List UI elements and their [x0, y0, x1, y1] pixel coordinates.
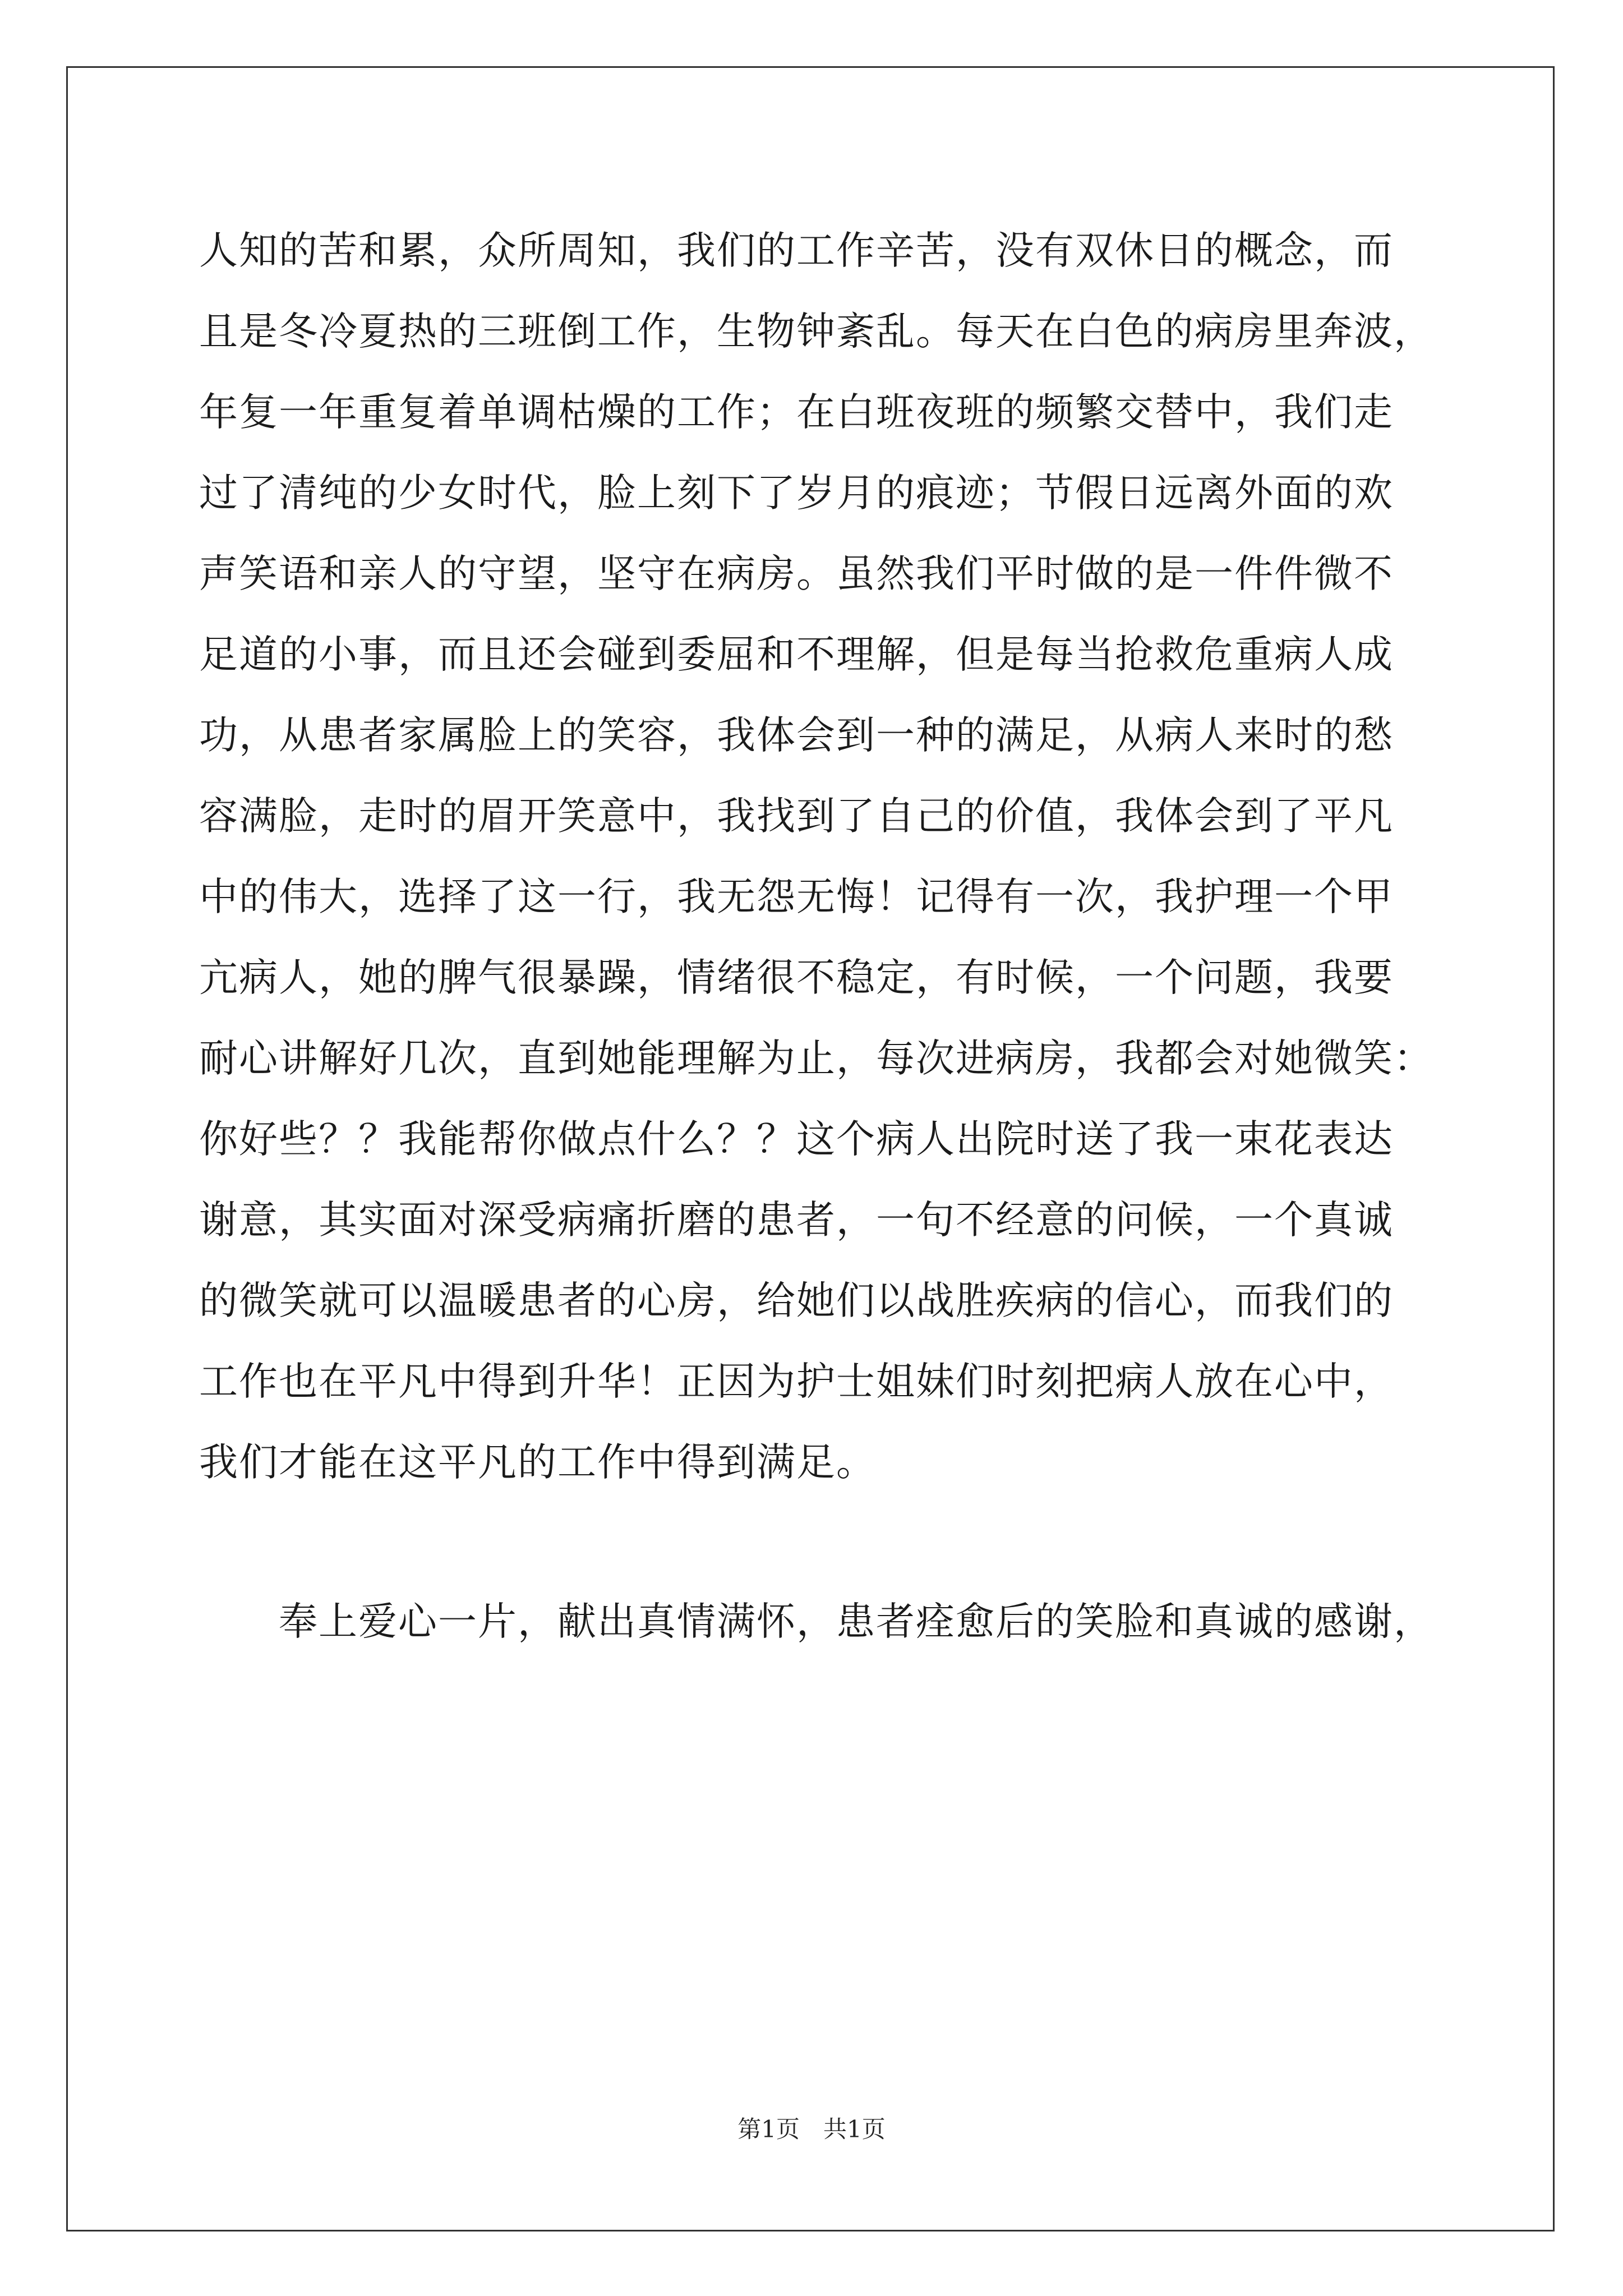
paragraph-2-first-line: 奉上爱心一片，献出真情满怀，患者痊愈后的笑脸和真诚的感谢， — [279, 1599, 1433, 1644]
text-line: 工作也在平凡中得到升华！正因为护士姐妹们时刻把病人放在心中， — [199, 1359, 1394, 1404]
text-line: 功，从患者家属脸上的笑容，我体会到一种的满足，从病人来时的愁 — [199, 713, 1394, 758]
text-line: 谢意，其实面对深受病痛折磨的患者，一句不经意的问候，一个真诚 — [199, 1198, 1394, 1243]
document-body — [199, 210, 1433, 1662]
text-line: 容满脸，走时的眉开笑意中，我找到了自己的价值，我体会到了平凡 — [199, 794, 1394, 839]
text-line: 声笑语和亲人的守望，坚守在病房。虽然我们平时做的是一件件微不 — [199, 551, 1394, 596]
page-number-footer: 第1页 共1页 — [737, 2115, 886, 2143]
text-line: 我们才能在这平凡的工作中得到满足。 — [199, 1440, 876, 1485]
text-line: 人知的苦和累，众所周知，我们的工作辛苦，没有双休日的概念，而 — [199, 228, 1394, 273]
text-line: 过了清纯的少女时代，脸上刻下了岁月的痕迹；节假日远离外面的欢 — [199, 471, 1394, 516]
text-line: 中的伟大，选择了这一行，我无怨无悔！记得有一次，我护理一个甲 — [199, 875, 1394, 919]
text-line: 年复一年重复着单调枯燥的工作；在白班夜班的频繁交替中，我们走 — [199, 390, 1394, 435]
text-line: 的微笑就可以温暖患者的心房，给她们以战胜疾病的信心，而我们的 — [199, 1278, 1394, 1323]
text-line: 你好些？？我能帮你做点什么？？这个病人出院时送了我一束花表达 — [199, 1117, 1394, 1162]
text-line: 足道的小事，而且还会碰到委屈和不理解，但是每当抢救危重病人成 — [199, 632, 1394, 677]
text-line: 且是冬冷夏热的三班倒工作，生物钟紊乱。每天在白色的病房里奔波， — [199, 309, 1433, 354]
text-line: 亢病人，她的脾气很暴躁，情绪很不稳定，有时候，一个问题，我要 — [199, 955, 1394, 1000]
text-line: 耐心讲解好几次，直到她能理解为止，每次进病房，我都会对她微笑： — [199, 1036, 1433, 1081]
